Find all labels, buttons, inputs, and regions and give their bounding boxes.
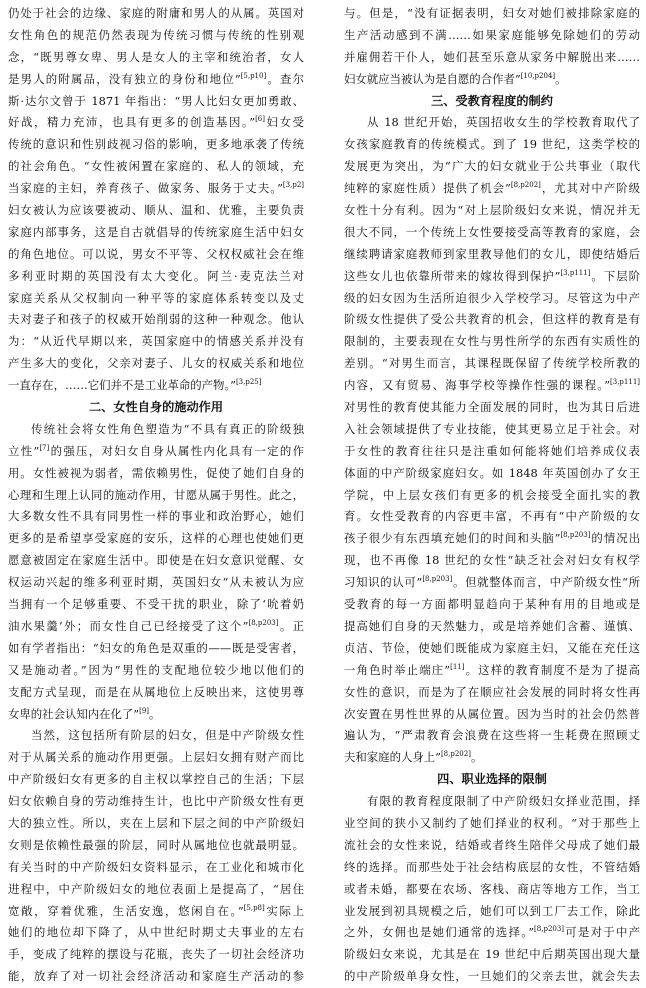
line-text: 与。但是，“没有证据表明，妇女对她们被排除家庭的 xyxy=(344,6,640,20)
line-text: 念，“既男尊女卑、男人是女人的主宰和统治者，女人 xyxy=(8,49,304,64)
line-text-after: 。查尔 xyxy=(266,71,304,86)
line-text: 家庭关系从父权制向一种平等的家庭体系转变以及丈 xyxy=(8,290,304,305)
text-line xyxy=(344,791,640,813)
text-line xyxy=(344,528,640,550)
line-text: 的中产阶级单身女性，一旦她们的父亲去世，就会失去 xyxy=(344,969,640,984)
text-line xyxy=(344,594,640,616)
line-text: 油水果羹’外；而女性自己已经接受了这个” xyxy=(8,618,249,633)
line-text: 生产活动感到不满……如果家庭能够免除她们的劳动 xyxy=(344,27,640,42)
line-text: 阶级女性提供了受公共教育的机会，但这样的教育是有 xyxy=(344,312,640,327)
line-text-after: 。下层阶 xyxy=(590,268,640,283)
line-text-after: 。 xyxy=(149,706,161,721)
citation-ref: [8,p202] xyxy=(440,750,471,759)
line-text: 如有学者指出：“妇女的角色是双重的——既是受害者， xyxy=(8,640,304,655)
text-line xyxy=(8,944,304,966)
text-line xyxy=(344,682,640,704)
line-text: 妇女依赖自身的劳动维持生计，也比中产阶级女性有更 xyxy=(8,794,304,809)
line-text: 业发展到初具规模之后，她们可以到工厂去工作，除此 xyxy=(344,903,640,918)
text-line xyxy=(344,47,640,69)
section-heading: 二、女性自身的施动作用 xyxy=(88,400,224,415)
line-text: 宽敞，穿着优雅，生活安逸，悠闲自在。” xyxy=(8,903,244,918)
line-text: 终的选择。而那些处于社会结构底层的女性，不管结婚 xyxy=(344,859,640,874)
text-line xyxy=(8,901,304,923)
line-text: 继续聘请家庭教师到家里教导他们的女儿，即使结婚后 xyxy=(344,246,640,261)
text-line xyxy=(8,91,304,113)
text-line xyxy=(8,528,304,550)
line-text: 当家庭的主妇，养育孩子、做家务、服务于丈夫。” xyxy=(8,181,283,196)
text-line xyxy=(8,747,304,769)
line-text-after: 的强压，对妇女自身从属性内化具有一定的作 xyxy=(49,443,304,458)
line-text-after: 。正 xyxy=(278,618,304,633)
line-text: 育。女性受教育的内容更丰富，不再有“中产阶级的女 xyxy=(344,509,640,524)
line-text: 传统的意识和性别歧视习俗的影响，更多地承袭了传统 xyxy=(8,137,304,152)
text-line xyxy=(344,134,640,156)
text-line xyxy=(8,835,304,857)
citation-ref: [5,p8] xyxy=(243,903,265,912)
line-text: 大多数女性不具有同男性一样的事业和政治野心，她们 xyxy=(8,509,304,524)
line-text: 有关当时的中产阶级妇女资料显示，在工业化和城市化 xyxy=(8,859,304,874)
text-line xyxy=(8,791,304,813)
line-text: 仍处于社会的边缘、家庭的附庸和男人的从属。英国对 xyxy=(8,6,304,20)
text-line xyxy=(8,506,304,528)
line-text-after: 。但就整体而言，中产阶级女性“所 xyxy=(452,575,640,590)
text-line xyxy=(344,200,640,222)
citation-ref: [8,p203] xyxy=(422,575,453,584)
line-text: 是男人的附属品，没有独立的身份和地位” xyxy=(8,71,241,86)
line-text: 很大不同，一个传统上女性要接受高等教育的家庭，会 xyxy=(344,224,640,239)
line-text: 能，放弃了对一切社会经济活动和家庭生产活动的参 xyxy=(8,969,304,984)
text-line xyxy=(344,178,640,200)
text-line xyxy=(8,134,304,156)
text-line xyxy=(344,397,640,419)
line-text: 或者未婚，都要在农场、客栈、商店等地方工作，当工 xyxy=(344,881,640,896)
line-text: 这些女儿也依靠所带来的嫁妆得到保护” xyxy=(344,268,561,283)
line-text: 级的妇女因为生活所迫很少入学校学习。尽管这为中产 xyxy=(344,290,640,305)
line-text: 纯粹的家庭性质）提供了机会” xyxy=(344,181,511,196)
text-line xyxy=(344,156,640,178)
line-text: 提高她们自身的天然魅力，或是培养她们含蓄、谨慎、 xyxy=(344,618,640,633)
text-line xyxy=(8,331,304,353)
section-heading: 四、职业选择的限制 xyxy=(437,772,547,787)
text-line xyxy=(344,879,640,901)
line-text: 遍认为，“严肃教育会浪费在这些将一生耗费在照顾丈 xyxy=(344,728,640,743)
line-text: 多利亚时期的英国没有太大变化。阿兰·麦克法兰对 xyxy=(8,268,304,283)
line-text: 更多的是希望享受家庭的安乐，这样的心理也使她们更 xyxy=(8,531,304,546)
citation-ref: [6] xyxy=(255,115,265,124)
text-line xyxy=(344,309,640,331)
text-line xyxy=(344,69,640,91)
citation-ref: [7] xyxy=(39,444,50,453)
line-text: 立性” xyxy=(8,443,40,458)
line-text: 孩子很少有东西填充她们的时间和头脑” xyxy=(344,531,561,546)
line-text: 中产阶级妇女有更多的自主权以掌控自己的生活；下层 xyxy=(8,772,304,787)
text-line xyxy=(8,857,304,879)
text-line xyxy=(8,47,304,69)
line-text: 妇女就应当被认为是自愿的合作者” xyxy=(344,71,521,86)
citation-ref: [3,p2] xyxy=(282,181,304,190)
text-line xyxy=(8,922,304,944)
line-text-after: 。 xyxy=(555,71,567,86)
line-text: 大的独立性。所以，夹在上层和下层之间的中产阶级妇 xyxy=(8,815,304,830)
text-line xyxy=(344,966,640,988)
text-line xyxy=(344,857,640,879)
line-text: 从 18 世纪开始，英国招收女生的学校教育取代了 xyxy=(367,115,640,130)
text-line xyxy=(8,813,304,835)
line-text: 有限的教育程度限制了中产阶级妇女择业范围，择 xyxy=(367,794,640,809)
line-text: 她们的地位却下降了，从中世纪时期丈夫事业的左右 xyxy=(8,925,304,940)
line-text: 愿意被固定在家庭生活中。即使是在妇女意识觉醒、女 xyxy=(8,553,304,568)
line-text-after: ，尤其对中产阶级 xyxy=(540,181,640,196)
citation-ref: [3,p111] xyxy=(610,378,640,387)
line-text: 夫对妻子和孩子的权威开始削弱的这种一种观念。他认 xyxy=(8,312,304,327)
citation-ref: [5,p10] xyxy=(240,71,267,80)
text-line xyxy=(344,375,640,397)
text-line xyxy=(8,594,304,616)
text-line xyxy=(8,419,304,441)
text-line xyxy=(8,178,304,200)
line-text: 为：“从近代早期以来，英国家庭中的情感关系并没有 xyxy=(8,334,304,349)
line-text: 产生多大的变化，父亲对妻子、儿女的权威关系和地位 xyxy=(8,356,304,371)
line-text: 的角色地位。可以说，男女不平等、父权权威社会在维 xyxy=(8,246,304,261)
text-line xyxy=(344,725,640,747)
citation-ref: [8,p203] xyxy=(534,925,565,934)
text-line xyxy=(8,353,304,375)
line-text: 业空间的狭小又制约了她们择业的权利。“对于那些上 xyxy=(344,815,640,830)
text-line xyxy=(8,879,304,901)
text-line xyxy=(8,266,304,288)
text-line xyxy=(344,112,640,134)
line-text-after: 妇女受 xyxy=(265,115,304,130)
line-text: 斯·达尔文曾于 1871 年指出：“男人比妇女更加勇敢、 xyxy=(8,93,304,108)
line-text: 女卑的社会认知内在化了” xyxy=(8,706,140,721)
line-text: 一直存在，……它们并不是工业革命的产物。” xyxy=(8,378,236,393)
text-line xyxy=(8,288,304,310)
text-line xyxy=(344,288,640,310)
line-text: 传统社会将女性角色塑造为“不具有真正的阶级独 xyxy=(31,421,304,436)
left-column xyxy=(8,3,304,988)
line-text: 妇女被认为应该要被动、顺从、温和、优雅，主要负责 xyxy=(8,203,304,218)
citation-ref: [3,p111] xyxy=(560,268,591,277)
text-line xyxy=(8,638,304,660)
text-line xyxy=(8,660,304,682)
line-text: 现，也不再像 18 世纪的女性“缺乏社会对妇女有权学 xyxy=(344,553,640,568)
text-line xyxy=(344,922,640,944)
citation-ref: [11] xyxy=(450,662,465,671)
line-text: 入社会领域提供了专业技能，使其更易立足于社会。对 xyxy=(344,421,640,436)
text-line xyxy=(344,266,640,288)
text-line xyxy=(344,3,640,25)
line-text: 对男性的教育使其能力全面发展的同时，也为其日后进 xyxy=(344,400,640,415)
line-text: 的社会角色。“女性被闲置在家庭的、私人的领域，充 xyxy=(8,159,304,174)
line-text: 体面的中产阶级家庭妇女。如 1848 年英国创办了女王 xyxy=(344,465,640,480)
line-text: 一角色时举止端庄” xyxy=(344,662,451,677)
text-line xyxy=(8,966,304,988)
line-text: 好战，精力充沛，也具有更多的创造基因。” xyxy=(8,115,256,130)
text-line xyxy=(344,485,640,507)
text-line xyxy=(8,69,304,91)
line-text: 进程中，中产阶级妇女的地位表面上是提高了，“居住 xyxy=(8,881,304,896)
text-line xyxy=(8,244,304,266)
text-line xyxy=(344,550,640,572)
text-line xyxy=(8,156,304,178)
line-text-after: 可是对于中产 xyxy=(564,925,640,940)
line-text-after: 。 xyxy=(470,750,483,765)
text-line xyxy=(8,375,304,397)
line-text: 女性十分有利。因为“对上层阶级妇女来说，情况并无 xyxy=(344,203,640,218)
line-text-after: 。这样的教育制度不是为了提高 xyxy=(464,662,640,677)
text-line xyxy=(8,704,304,726)
text-line xyxy=(344,835,640,857)
line-text: 夫和家庭的人身上” xyxy=(344,750,441,765)
line-text-after: 的情况出 xyxy=(590,531,640,546)
line-text: 受教育的每一方面都明显趋向于某种有用的目地或是 xyxy=(344,597,640,612)
text-line xyxy=(8,441,304,463)
line-text: 发展更为突出，为“广大的妇女就业于公共事业（取代 xyxy=(344,159,640,174)
text-line xyxy=(344,944,640,966)
text-line xyxy=(344,353,640,375)
text-line xyxy=(344,331,640,353)
right-column xyxy=(344,3,640,988)
text-line xyxy=(344,222,640,244)
line-text: 阶级妇女来说，尤其是在 19 世纪中后期英国出现大量 xyxy=(344,947,640,962)
line-text: 女性的意识，而是为了在顺应社会发展的同时将女性再 xyxy=(344,684,640,699)
citation-ref: [9] xyxy=(139,706,150,715)
citation-ref: [8,p203] xyxy=(248,619,279,628)
line-text: 流社会的女性来说，结婚或者终生陪伴父母成了她们最 xyxy=(344,837,640,852)
text-line xyxy=(8,616,304,638)
line-text: 贞洁、节俭，使她们既能成为家庭主妇，又能在充任这 xyxy=(344,640,640,655)
citation-ref: [8,p202] xyxy=(510,181,541,190)
line-text: 支配方式呈现，而是在从属地位上反映出来，这使男尊 xyxy=(8,684,304,699)
line-text: 之外，女佣也是她们通常的选择。” xyxy=(344,925,535,940)
text-line xyxy=(8,25,304,47)
text-line xyxy=(344,813,640,835)
text-line xyxy=(344,616,640,638)
text-line xyxy=(344,441,640,463)
text-line xyxy=(344,463,640,485)
line-text-after: 实际上 xyxy=(264,903,304,918)
text-line xyxy=(8,682,304,704)
text-line xyxy=(8,3,304,25)
line-text: 女性角色的规范仍然表现为传统习惯与传统的性别观 xyxy=(8,27,304,42)
text-line xyxy=(8,485,304,507)
line-text: 习知识的认可” xyxy=(344,575,423,590)
citation-ref: [8,p203] xyxy=(560,531,591,540)
text-line xyxy=(8,112,304,134)
text-line xyxy=(8,769,304,791)
text-line xyxy=(344,660,640,682)
citation-ref: [3,p25] xyxy=(235,378,262,387)
text-line xyxy=(8,572,304,594)
text-line xyxy=(8,463,304,485)
line-text: 次安置在男性世界的从属位置。因为当时的社会仍然普 xyxy=(344,706,640,721)
text-line xyxy=(8,200,304,222)
text-line xyxy=(8,550,304,572)
line-text: 内容，又有贸易、海事学校等操作性强的课程。” xyxy=(344,378,611,393)
line-text: 并雇佣若干仆人，她们甚至乐意从家务中解脱出来…… xyxy=(344,49,640,64)
line-text: 用。女性被视为弱者，需依赖男性，促使了她们自身的 xyxy=(8,465,304,480)
text-line xyxy=(344,419,640,441)
line-text: 差别。“对男生而言，其课程既保留了传统学校所教的 xyxy=(344,356,640,371)
line-text: 女则是依赖性最强的阶层，同时从属地位也就最明显。 xyxy=(8,837,304,852)
line-text: 限制的，主要表现在女性与男性所学的东西有实质性的 xyxy=(344,334,640,349)
citation-ref: [10,p204] xyxy=(520,71,556,80)
paper-page xyxy=(8,3,640,984)
line-text: 学院，中上层女孩们有更多的机会接受全面扎实的教 xyxy=(344,487,640,502)
text-line xyxy=(8,309,304,331)
line-text: 又是施动者。”因为“男性的支配地位较少地以他们的 xyxy=(8,662,304,677)
line-text: 当拥有一个足够重要、不受干扰的职业，除了‘吮着奶 xyxy=(8,597,304,612)
line-text: 心理和生理上认同的施动作用，甘愿从属于男性。此之， xyxy=(8,487,304,502)
text-line xyxy=(344,901,640,923)
section-heading: 三、受教育程度的制约 xyxy=(431,93,553,108)
line-text: 权运动兴起的维多利亚时期，英国妇女“从未被认为应 xyxy=(8,575,304,590)
line-text: 女孩家庭教育的传统模式。到了 19 世纪，这类学校的 xyxy=(344,137,640,152)
text-line xyxy=(8,222,304,244)
text-line xyxy=(344,638,640,660)
line-text: 对于从属关系的施动作用更强。上层妇女拥有财产而比 xyxy=(8,750,304,765)
line-text: 当然，这包括所有阶层的妇女，但是中产阶级女性 xyxy=(31,728,304,743)
line-text: 于女性的教育往往只是注重如何能将她们培养成仪表 xyxy=(344,443,640,458)
line-text: 家庭内部事务，这是自古就倡导的传统家庭生活中妇女 xyxy=(8,224,304,239)
text-line xyxy=(344,572,640,594)
text-line xyxy=(344,244,640,266)
text-line xyxy=(8,725,304,747)
text-line xyxy=(344,704,640,726)
text-line xyxy=(344,506,640,528)
line-text: 手，变成了纯粹的摆设与花瓶，丧失了一切社会经济功 xyxy=(8,947,304,962)
text-line xyxy=(344,747,640,769)
text-line xyxy=(344,25,640,47)
